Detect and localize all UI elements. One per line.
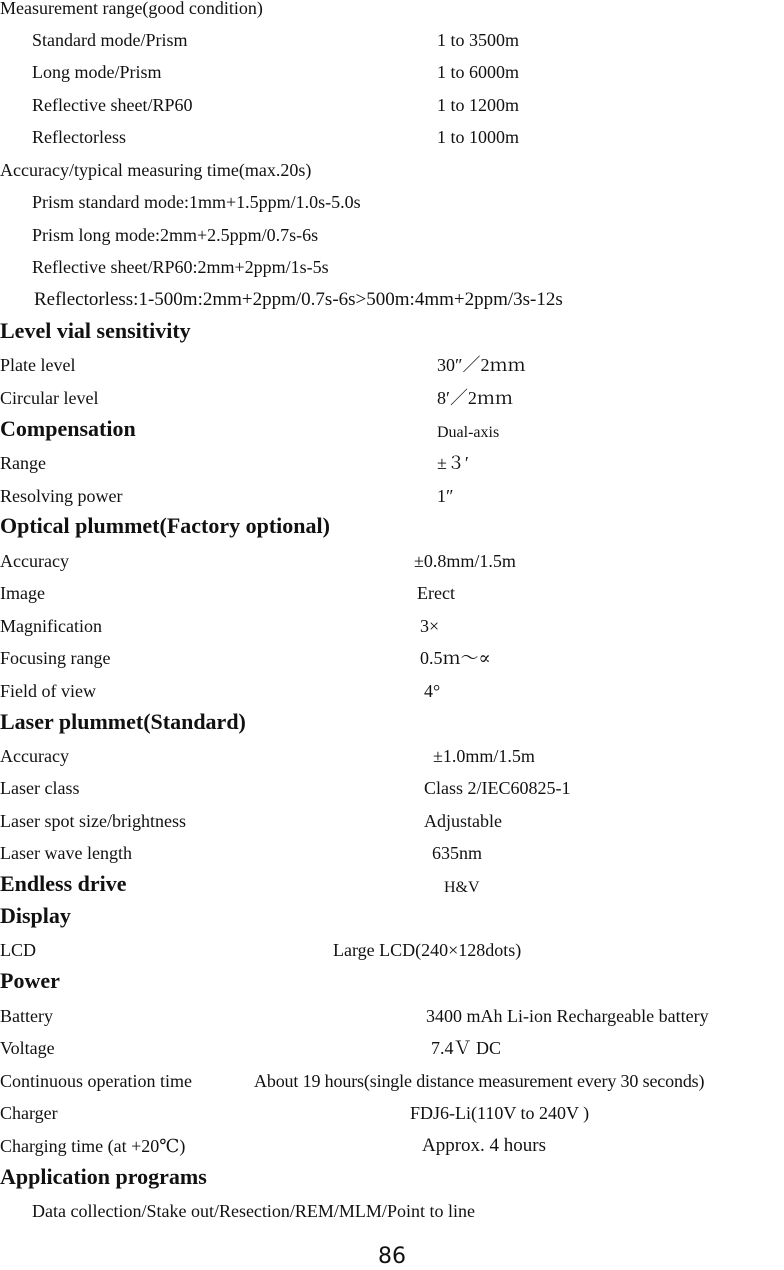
spec-label: Laser wave length xyxy=(0,843,132,863)
section-heading: Compensation xyxy=(0,416,136,441)
spec-value: 1 to 1200m xyxy=(437,95,520,115)
spec-row xyxy=(0,746,784,778)
spec-value: ±３′ xyxy=(437,453,469,473)
spec-row xyxy=(0,453,784,485)
spec-value: 1 to 6000m xyxy=(437,62,520,82)
spec-row xyxy=(0,551,784,583)
spec-value: ±0.8mm/1.5m xyxy=(414,551,516,571)
accuracy-text: Prism long mode:2mm+2.5ppm/0.7s-6s xyxy=(32,225,319,245)
section-heading: Optical plummet(Factory optional) xyxy=(0,513,330,538)
laser-plummet-heading-line xyxy=(0,709,784,746)
accuracy-heading: Accuracy/typical measuring time(max.20s) xyxy=(0,160,312,180)
section-heading: Application programs xyxy=(0,1164,207,1189)
section-heading: Endless drive xyxy=(0,871,127,896)
spec-value: 8′／2ｍｍ xyxy=(437,388,513,408)
spec-row xyxy=(0,355,784,387)
section-heading: Level vial sensitivity xyxy=(0,318,191,343)
spec-value: 635nm xyxy=(432,843,483,863)
spec-label: Laser class xyxy=(0,778,80,798)
section-heading: Laser plummet(Standard) xyxy=(0,709,246,734)
spec-label: Magnification xyxy=(0,616,102,636)
spec-row xyxy=(0,811,784,843)
application-heading-line xyxy=(0,1164,784,1201)
spec-label: Continuous operation time xyxy=(0,1071,192,1091)
spec-value: Erect xyxy=(417,583,455,603)
spec-value: 30″／2ｍｍ xyxy=(437,355,526,375)
spec-value: Approx. 4 hours xyxy=(422,1135,547,1156)
application-line xyxy=(0,1201,784,1233)
spec-row xyxy=(0,95,784,127)
spec-row xyxy=(0,127,784,159)
spec-value: FDJ6-Li(110V to 240V ) xyxy=(410,1103,590,1123)
spec-label: Long mode/Prism xyxy=(32,62,162,82)
compensation-heading-line xyxy=(0,416,784,453)
accuracy-text: Prism standard mode:1mm+1.5ppm/1.0s-5.0s xyxy=(32,192,361,212)
section-heading: Display xyxy=(0,903,71,928)
spec-label: LCD xyxy=(0,940,36,960)
spec-value: 1″ xyxy=(437,486,454,506)
spec-label: Image xyxy=(0,583,45,603)
spec-label: Charging time (at +20℃) xyxy=(0,1136,186,1156)
measurement-range-heading-line xyxy=(0,0,784,30)
spec-row xyxy=(0,62,784,94)
spec-value: 3× xyxy=(420,616,440,636)
spec-value: H&V xyxy=(444,879,480,896)
spec-value: About 19 hours(single distance measurement every 30 seconds) xyxy=(254,1071,705,1091)
spec-label: Reflectorless xyxy=(32,127,126,147)
spec-value: 0.5ｍ～∝ xyxy=(420,648,491,668)
spec-value: Class 2/IEC60825-1 xyxy=(424,778,571,798)
measurement-range-heading: Measurement range(good condition) xyxy=(0,0,263,18)
spec-value: 4° xyxy=(424,681,441,701)
spec-label: Focusing range xyxy=(0,648,111,668)
spec-label: Laser spot size/brightness xyxy=(0,811,186,831)
spec-label: Accuracy xyxy=(0,746,69,766)
application-text: Data collection/Stake out/Resection/REM/MLM/Point to line xyxy=(32,1201,475,1221)
spec-label: Voltage xyxy=(0,1038,55,1058)
spec-row xyxy=(0,940,784,972)
spec-row xyxy=(0,778,784,810)
spec-label: Field of view xyxy=(0,681,96,701)
accuracy-text: Reflectorless:1-500m:2mm+2ppm/0.7s-6s>500m:4mm+2ppm/3s-12s xyxy=(34,289,563,310)
accuracy-heading-line xyxy=(0,160,784,192)
spec-label: Reflective sheet/RP60 xyxy=(32,95,193,115)
page-number: 86 xyxy=(378,1244,406,1269)
section-heading: Power xyxy=(0,968,60,993)
spec-label: Range xyxy=(0,453,46,473)
accuracy-text: Reflective sheet/RP60:2mm+2ppm/1s-5s xyxy=(32,257,329,277)
spec-row xyxy=(0,648,784,680)
spec-value: 1 to 3500m xyxy=(437,30,520,50)
optical-plummet-heading-line xyxy=(0,513,784,550)
endless-drive-line xyxy=(0,871,784,908)
spec-value: ±1.0mm/1.5m xyxy=(433,746,535,766)
spec-value: 3400 mAh Li-ion Rechargeable battery xyxy=(426,1006,709,1026)
spec-row xyxy=(0,1038,784,1070)
spec-label: Charger xyxy=(0,1103,58,1123)
spec-value: 1 to 1000m xyxy=(437,127,520,147)
spec-row xyxy=(0,30,784,62)
spec-row xyxy=(0,1006,784,1038)
spec-label: Battery xyxy=(0,1006,53,1026)
display-heading-line xyxy=(0,903,784,940)
spec-label: Resolving power xyxy=(0,486,123,506)
accuracy-line xyxy=(0,257,784,289)
spec-value: 7.4Ｖ DC xyxy=(431,1038,502,1058)
spec-row xyxy=(0,1103,784,1135)
accuracy-line xyxy=(0,225,784,257)
spec-label: Plate level xyxy=(0,355,76,375)
spec-label: Circular level xyxy=(0,388,99,408)
spec-row xyxy=(0,1071,784,1103)
spec-label: Accuracy xyxy=(0,551,69,571)
spec-row xyxy=(0,616,784,648)
accuracy-line xyxy=(0,192,784,224)
spec-row xyxy=(0,583,784,615)
power-heading-line xyxy=(0,968,784,1005)
level-vial-heading-line xyxy=(0,318,784,355)
spec-label: Standard mode/Prism xyxy=(32,30,188,50)
spec-value: Large LCD(240×128dots) xyxy=(333,940,522,960)
spec-value: Dual-axis xyxy=(437,424,500,441)
spec-value: Adjustable xyxy=(424,811,502,831)
